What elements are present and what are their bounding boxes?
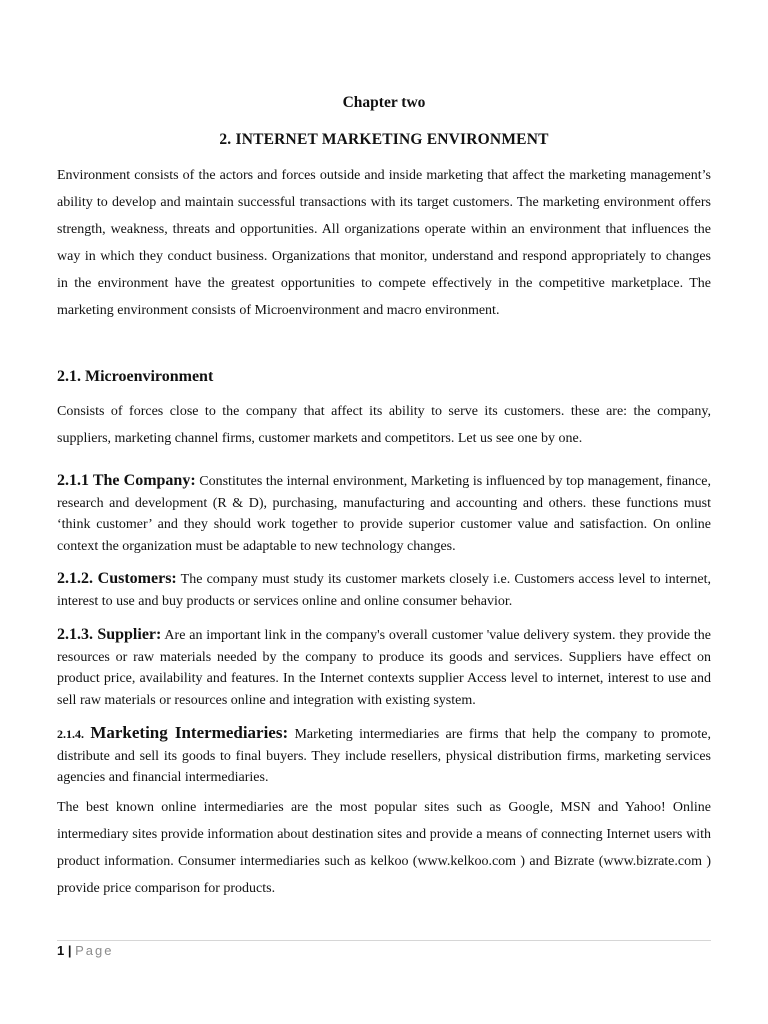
intermediaries-heading: Marketing Intermediaries: bbox=[90, 723, 289, 742]
customers-paragraph bbox=[57, 568, 711, 612]
chapter-title: 2. INTERNET MARKETING ENVIRONMENT bbox=[219, 131, 549, 148]
online-intermediaries-paragraph: The best known online intermediaries are the most popular sites such as Google, MSN and Yahoo! Online intermediary sites provide information about destination sites and provide a means of connecting Internet users with product information. Consumer intermediaries such as kelkoo (www.kelkoo.com ) and Bizrate (www.bizrate.com ) provide price comparison for products. bbox=[57, 800, 711, 896]
company-heading: 2.1.1 The Company: bbox=[57, 472, 196, 489]
footer-separator: | bbox=[67, 943, 72, 958]
supplier-paragraph bbox=[57, 624, 711, 711]
page-footer bbox=[57, 943, 114, 958]
intermediaries-paragraph bbox=[57, 722, 711, 789]
chapter-label: Chapter two bbox=[342, 94, 426, 111]
page-label: Page bbox=[75, 943, 114, 958]
supplier-text: Are an important link in the company's overall customer 'value delivery system. they provide the resources or raw materials needed by the company to produce its goods and services. Suppliers have effect on product price, availability and features. In the Internet contexts supplier Access level to internet, interest to use and sell raw materials or resources online and integration with existing system. bbox=[57, 628, 712, 708]
company-text: Constitutes the internal environment, Marketing is influenced by top management, finance, research and development (R & D), purchasing, manufacturing and accounting and others. these functions must ‘think customer’ and they should work together to provide superior customer value and satisfaction. On online context the organization must be adaptable to new technology changes. bbox=[57, 474, 711, 554]
intro-paragraph: Environment consists of the actors and forces outside and inside marketing that affect the marketing management’s ability to develop and maintain successful transactions with its target customers. The marketing environment offers strength, weakness, threats and opportunities. All organizations operate within an environment that influences the way in which they conduct business. Organizations that monitor, understand and respond appropriately to changes in the environment have the greatest opportunities to compete effectively in the competitive marketplace. The marketing environment consists of Microenvironment and macro environment. bbox=[57, 168, 711, 318]
company-paragraph bbox=[57, 470, 711, 557]
section-heading-microenvironment: 2.1. Microenvironment bbox=[57, 368, 214, 385]
intermediaries-text: Marketing intermediaries are firms that help the company to promote, distribute and sell its goods to final buyers. They include resellers, physical distribution firms, marketing services agencies and financial intermediaries. bbox=[57, 727, 711, 785]
intermediaries-number: 2.1.4. bbox=[57, 727, 84, 741]
customers-text: The company must study its customer markets closely i.e. Customers access level to internet, interest to use and buy products or services online and online consumer behavior. bbox=[57, 572, 712, 609]
supplier-heading: 2.1.3. Supplier: bbox=[57, 626, 162, 643]
customers-heading: 2.1.2. Customers: bbox=[57, 570, 177, 587]
microenvironment-paragraph: Consists of forces close to the company that affect its ability to serve its customers. these are: the company, suppliers, marketing channel firms, customer markets and competitors. Let us see one by one. bbox=[57, 404, 711, 446]
page-number: 1 bbox=[57, 943, 65, 958]
footer-divider bbox=[57, 940, 711, 941]
